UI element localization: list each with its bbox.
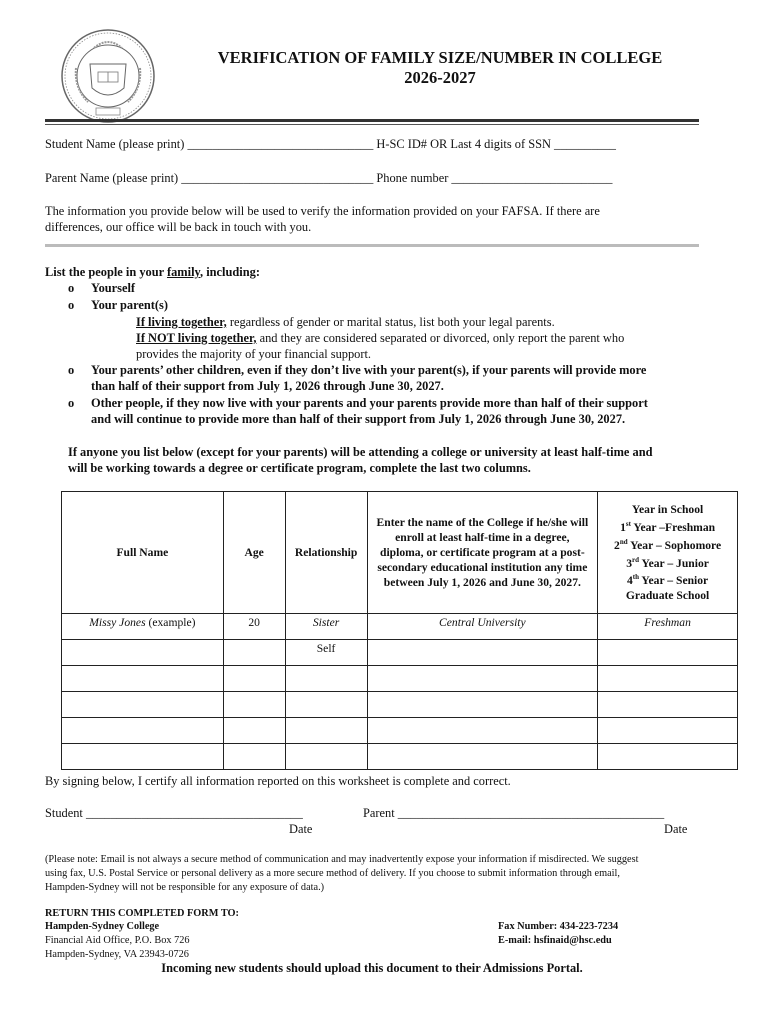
example-year: Freshman	[598, 614, 738, 640]
college-seal	[60, 28, 156, 124]
relationship-cell[interactable]	[285, 744, 367, 770]
table-row	[62, 718, 738, 744]
example-name: Missy Jones (example)	[62, 614, 224, 640]
sub-item-continuation: provides the majority of your financial support.	[136, 347, 372, 361]
year-cell[interactable]	[598, 744, 738, 770]
name-cell[interactable]	[62, 692, 224, 718]
bullet: o	[68, 298, 75, 312]
col-header-name: Full Name	[62, 492, 224, 614]
student-name-field[interactable]: Student Name (please print) ______________________________ H-SC ID# OR Last 4 digits of SSN __________	[45, 137, 616, 151]
form-title: VERIFICATION OF FAMILY SIZE/NUMBER IN COLLEGE	[217, 48, 663, 67]
age-cell[interactable]	[223, 640, 285, 666]
header-rule	[45, 119, 699, 122]
table-row	[62, 692, 738, 718]
email-note-3: Hampden-Sydney will not be responsible for any exposure of data.)	[45, 882, 325, 893]
age-cell[interactable]	[223, 718, 285, 744]
intro-text-2: differences, our office will be back in touch with you.	[45, 220, 312, 234]
parent-name-field[interactable]: Parent Name (please print) _______________________________ Phone number __________________________	[45, 171, 613, 185]
col-header-college: Enter the name of the College if he/she will enroll at least half-time in a degree, diploma, or certificate program at a post-secondary educational institution any time between July 1, 2026 and June 30, 2027.	[367, 492, 598, 614]
college-cell[interactable]	[367, 640, 598, 666]
list-heading: List the people in your family, including:	[45, 265, 260, 279]
bullet: o	[68, 396, 75, 410]
self-relationship: Self	[285, 640, 367, 666]
email-note-2: using fax, U.S. Postal Service or personal delivery as a more secure method of delivery. If you choose to submit information through email,	[45, 868, 620, 879]
student-signature-line[interactable]: Student ___________________________________	[45, 806, 303, 820]
year-option-2: 2nd Year – Sophomore	[614, 537, 722, 552]
section-divider	[45, 244, 699, 247]
table-row	[62, 666, 738, 692]
example-college: Central University	[367, 614, 598, 640]
email-address[interactable]: E-mail: hsfinaid@hsc.edu	[498, 935, 612, 946]
return-address-2: Hampden-Sydney, VA 23943-0726	[45, 949, 189, 960]
year-option-4: 4th Year – Senior	[626, 573, 709, 588]
name-cell[interactable]	[62, 744, 224, 770]
year-cell[interactable]	[598, 666, 738, 692]
example-relationship: Sister	[285, 614, 367, 640]
name-cell[interactable]	[62, 640, 224, 666]
year-option-3: 3rd Year – Junior	[626, 555, 709, 570]
relationship-cell[interactable]	[285, 666, 367, 692]
name-cell[interactable]	[62, 666, 224, 692]
relationship-cell[interactable]	[285, 718, 367, 744]
college-note-2: will be working towards a degree or certificate program, complete the last two columns.	[68, 461, 531, 475]
col-header-age: Age	[223, 492, 285, 614]
example-age: 20	[223, 614, 285, 640]
return-address-1: Financial Aid Office, P.O. Box 726	[45, 935, 190, 946]
parent-signature-line[interactable]: Parent ___________________________________________	[363, 806, 665, 820]
list-item-other-people-2: and will continue to provide more than half of their support from July 1, 2026 through June 30, 2027.	[91, 412, 626, 426]
college-cell[interactable]	[367, 666, 598, 692]
sub-item-living-together: If living together, regardless of gender or marital status, list both your legal parents.	[136, 315, 555, 329]
intro-text-1: The information you provide below will be used to verify the information provided on your FAFSA. If there are	[45, 204, 600, 218]
family-table	[61, 491, 738, 770]
table-row	[62, 744, 738, 770]
student-date-label: Date	[289, 822, 313, 836]
col-header-year	[598, 492, 738, 614]
return-org: Hampden-Sydney College	[45, 921, 160, 932]
year-cell[interactable]	[598, 718, 738, 744]
relationship-cell[interactable]	[285, 692, 367, 718]
list-item-other-children-2: than half of their support from July 1, 2026 through June 30, 2027.	[91, 379, 444, 393]
bullet: o	[68, 363, 75, 377]
bullet: o	[68, 281, 75, 295]
college-cell[interactable]	[367, 692, 598, 718]
name-cell[interactable]	[62, 718, 224, 744]
list-item-yourself: Yourself	[91, 281, 136, 295]
return-heading: RETURN THIS COMPLETED FORM TO:	[45, 908, 239, 919]
age-cell[interactable]	[223, 744, 285, 770]
parent-date-label: Date	[664, 822, 688, 836]
sub-item-not-living-together: If NOT living together, and they are considered separated or divorced, only report the parent who	[136, 331, 625, 345]
table-row	[62, 640, 738, 666]
year-title: Year in School	[631, 502, 704, 516]
college-note-1: If anyone you list below (except for your parents) will be attending a college or university at least half-time and	[68, 445, 653, 459]
list-item-other-people-1: Other people, if they now live with your parents and your parents provide more than half of their support	[91, 396, 648, 410]
col-header-relationship: Relationship	[285, 492, 367, 614]
year-cell[interactable]	[598, 692, 738, 718]
college-cell[interactable]	[367, 718, 598, 744]
age-cell[interactable]	[223, 692, 285, 718]
table-row	[62, 614, 738, 640]
college-cell[interactable]	[367, 744, 598, 770]
table-header-row	[62, 492, 738, 614]
certify-statement: By signing below, I certify all information reported on this worksheet is complete and correct.	[45, 774, 511, 788]
age-cell[interactable]	[223, 666, 285, 692]
upload-instruction: Incoming new students should upload this document to their Admissions Portal.	[161, 961, 583, 975]
fax-number: Fax Number: 434-223-7234	[498, 921, 619, 932]
form-year: 2026-2027	[404, 68, 476, 87]
email-note-1: (Please note: Email is not always a secure method of communication and may inadvertently expose your information if misdirected. We suggest	[45, 854, 639, 865]
year-option-5: Graduate School	[625, 589, 710, 603]
header-rule-thin	[45, 124, 699, 125]
list-item-parents: Your parent(s)	[91, 298, 168, 312]
year-cell[interactable]	[598, 640, 738, 666]
list-item-other-children-1: Your parents’ other children, even if they don’t live with your parent(s), if your parents will provide more	[91, 363, 647, 377]
year-option-1: 1st Year –Freshman	[620, 519, 716, 534]
